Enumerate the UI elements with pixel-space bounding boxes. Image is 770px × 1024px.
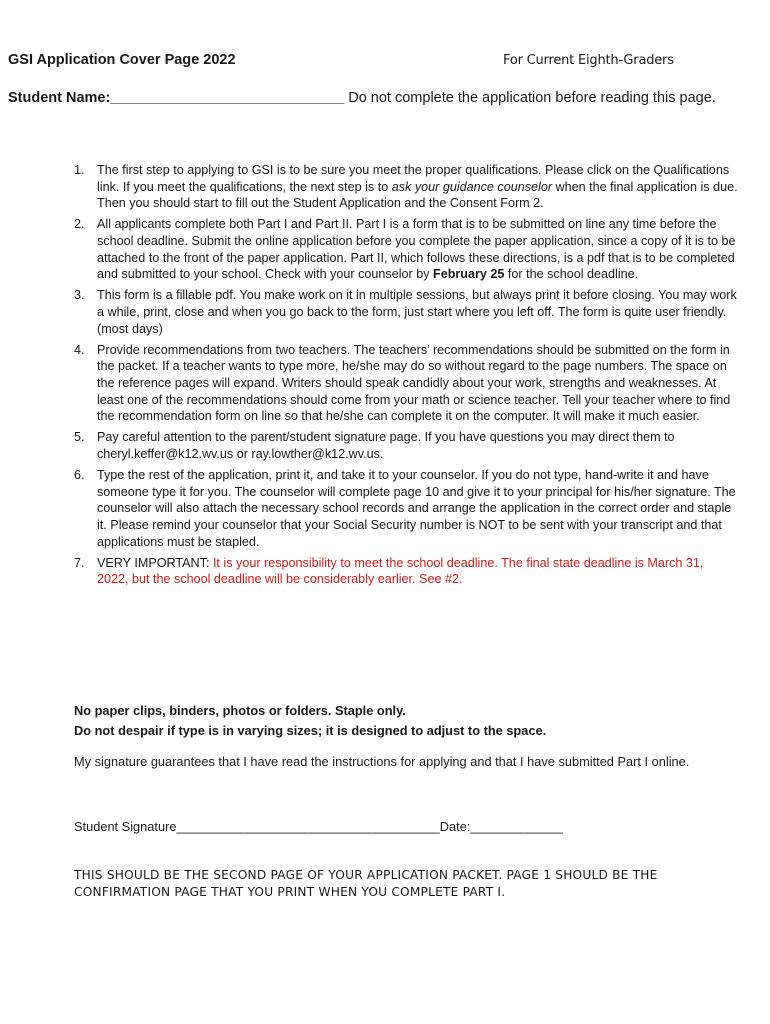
instruction-text: February 25 <box>433 267 505 282</box>
instruction-text: for the school deadline. <box>504 267 639 282</box>
instruction-text: The first step to applying to GSI is to be sure you meet the proper qualifications. Please click on the Qualifications link. If you meet the qualifications, the next step is to <box>97 163 730 194</box>
instruction-text: This form is a fillable pdf. You make work on it in multiple sessions, but always print it before closing. You may work a while, print, close and when you go back to the form, just start where you left off. The form is quite user friendly. (most days) <box>97 288 737 336</box>
instruction-text: Type the rest of the application, print it, and take it to your counselor. If you do not type, hand-write it and have someone type it for you. The counselor will complete page 10 and give it to your principal for his/her signature. The counselor will also attach the necessary school records and arrange the application in the correct order and staple it. Please remind your counselor that your Social Security number is NOT to be sent with your transcript and that applications must be stapled. <box>97 467 736 549</box>
instruction-number: 7. <box>74 555 85 570</box>
student-name-blank: _____________________________ <box>110 90 345 106</box>
instruction-item <box>70 162 738 212</box>
instruction-number: 2. <box>74 217 85 232</box>
signature-date-line: Student Signature_____________________________________Date:_____________ <box>74 819 563 834</box>
instruction-number: 6. <box>74 467 85 482</box>
page-title: GSI Application Cover Page 2022 <box>8 52 236 68</box>
packet-order-note: THIS SHOULD BE THE SECOND PAGE OF YOUR APPLICATION PACKET. PAGE 1 SHOULD BE THE CONFIRMATION PAGE THAT YOU PRINT WHEN YOU COMPLETE PART I. <box>74 868 658 899</box>
instruction-text: when the final application is due. Then you should start to fill out the Student Application and the Consent Form 2. <box>97 179 738 211</box>
grade-audience-label: For Current Eighth-Graders <box>503 53 674 68</box>
instruction-text: Pay careful attention to the parent/student signature page. If you have questions you may direct them to cheryl.keffer@k12.wv.us or ray.lowther@k12.wv.us. <box>97 430 675 461</box>
instruction-number: 4. <box>74 342 85 357</box>
instruction-item <box>70 287 738 337</box>
instruction-item <box>70 342 738 426</box>
signature-statement: My signature guarantees that I have read the instructions for applying and that I have submitted Part I online. <box>74 754 690 769</box>
instruction-item <box>70 216 738 283</box>
student-instruction: Do not complete the application before reading this page. <box>344 90 716 106</box>
instruction-text: It is your responsibility to meet the school deadline. The final state deadline is March 31, 2022, but the school deadline will be considerably earlier. See #2. <box>97 555 704 587</box>
instruction-item <box>70 555 738 588</box>
instruction-text: VERY IMPORTANT: <box>97 555 213 570</box>
instruction-item <box>70 429 738 462</box>
staple-note: No paper clips, binders, photos or folders. Staple only. <box>74 703 406 718</box>
instruction-text: Provide recommendations from two teachers. The teachers’ recommendations should be submitted on the form in the packet. If a teacher wants to type more, he/she may do so without regard to the page numbers. The space on the reference pages will expand. Writers should speak candidly about your work, strengths and weaknesses. At least one of the recommendations should come from your math or science teacher. Tell your teacher where to find the recommendation form on line so that he/she can complete it on the computer. It will make it much easier. <box>97 342 731 424</box>
instruction-list <box>70 162 738 592</box>
instruction-number: 5. <box>74 430 85 445</box>
instruction-item <box>70 467 738 551</box>
student-name-label: Student Name: <box>8 90 111 106</box>
instruction-number: 3. <box>74 288 85 303</box>
instruction-text: ask your guidance counselor <box>391 179 553 194</box>
instruction-number: 1. <box>74 163 85 177</box>
type-size-note: Do not despair if type is in varying sizes; it is designed to adjust to the space. <box>74 723 547 738</box>
instruction-text: All applicants complete both Part I and Part II. Part I is a form that is to be submitted on line any time before the school deadline. Submit the online application before you complete the paper application, since a copy of it is to be attached to the front of the paper application. Part II, which follows these directions, is a pdf that is to be completed and submitted to your school. Check with your counselor by <box>97 217 736 282</box>
student-name-line <box>8 88 748 108</box>
